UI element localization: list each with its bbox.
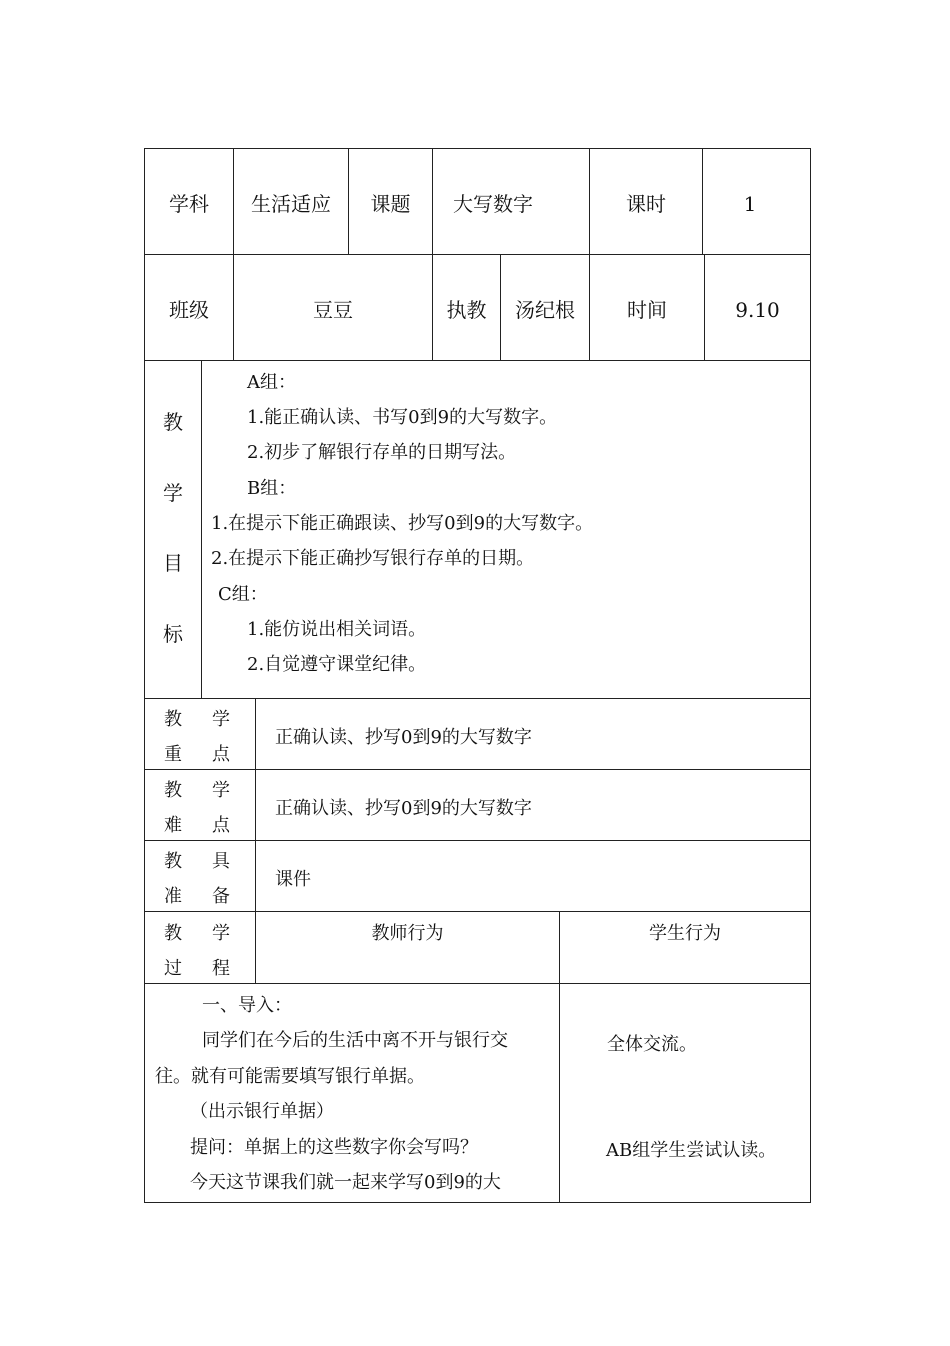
process-label: 学: [212, 923, 230, 944]
student-action-line: AB组学生尝试认读。: [606, 1140, 777, 1161]
objectives-label-char: 目: [163, 551, 183, 575]
materials-value: 课件: [275, 869, 311, 890]
difficulties-label: 学: [212, 780, 230, 801]
teacher-action-line: 今天这节课我们就一起来学写0到9的大: [190, 1172, 501, 1193]
key-points-label: 点: [212, 744, 230, 765]
row-divider: [144, 698, 811, 699]
date-value: 9.10: [735, 298, 780, 322]
objective-line: 2.初步了解银行存单的日期写法。: [247, 442, 517, 463]
materials-label: 备: [212, 886, 230, 907]
materials-label: 准: [164, 886, 182, 907]
student-action-line: 全体交流。: [607, 1034, 697, 1055]
process-label: 程: [212, 958, 230, 979]
teacher-action-line: （出示银行单据）: [190, 1101, 334, 1122]
objective-line: 1.能正确认读、书写0到9的大写数字。: [247, 407, 558, 428]
objectives-label-char: 标: [163, 622, 183, 646]
teacher-action-line: 一、导入：: [202, 995, 292, 1016]
row-divider: [144, 360, 811, 361]
period-label: 课时: [626, 192, 666, 216]
teacher-value: 汤纪根: [515, 298, 575, 322]
difficulties-label: 难: [164, 815, 182, 836]
row-divider: [144, 983, 811, 984]
materials-label: 教: [164, 851, 182, 872]
topic-label: 课题: [370, 192, 411, 216]
process-label: 教: [164, 923, 182, 944]
objective-line: 2.自觉遵守课堂纪律。: [247, 654, 427, 675]
period-value: 1: [743, 192, 757, 216]
row-divider: [144, 840, 811, 841]
objective-line: A组：: [247, 372, 296, 393]
subject-value: 生活适应: [251, 192, 331, 216]
difficulties-label: 点: [212, 815, 230, 836]
teacher-label: 执教: [446, 298, 487, 322]
teacher-action-line: 同学们在今后的生活中离不开与银行交: [202, 1030, 508, 1051]
difficulties-label: 教: [164, 780, 182, 801]
col-divider: [201, 360, 202, 699]
student-actions-header: 学生行为: [649, 923, 721, 944]
process-label: 过: [164, 958, 182, 979]
materials-label: 具: [212, 851, 230, 872]
date-label: 时间: [627, 298, 667, 322]
row-divider: [144, 254, 811, 255]
col-divider: [432, 148, 433, 255]
difficulties-value: 正确认读、抄写0到9的大写数字: [275, 798, 532, 819]
objective-line: C组：: [218, 584, 268, 605]
teacher-action-line: 提问：单据上的这些数字你会写吗？: [190, 1137, 478, 1158]
teacher-actions-header: 教师行为: [371, 923, 444, 944]
class-label: 班级: [169, 298, 209, 322]
table-border-right: [810, 148, 811, 1203]
objectives-label-char: 教: [163, 410, 183, 434]
key-points-label: 重: [164, 744, 182, 765]
row-divider: [144, 769, 811, 770]
objectives-label-char: 学: [163, 481, 183, 505]
teacher-action-line: 往。就有可能需要填写银行单据。: [155, 1066, 425, 1087]
objective-line: 2.在提示下能正确抄写银行存单的日期。: [211, 548, 535, 569]
key-points-value: 正确认读、抄写0到9的大写数字: [275, 727, 532, 748]
topic-value: 大写数字: [453, 192, 533, 216]
row-divider: [144, 911, 811, 912]
key-points-label: 学: [212, 709, 230, 730]
col-divider: [559, 911, 560, 1203]
class-value: 豆豆: [313, 298, 353, 322]
objective-line: 1.能仿说出相关词语。: [247, 619, 427, 640]
table-border-bottom: [144, 1202, 811, 1203]
key-points-label: 教: [164, 709, 182, 730]
table-border-top: [144, 148, 811, 149]
objective-line: B组：: [247, 478, 297, 499]
subject-label: 学科: [169, 192, 209, 216]
objective-line: 1.在提示下能正确跟读、抄写0到9的大写数字。: [211, 513, 594, 534]
